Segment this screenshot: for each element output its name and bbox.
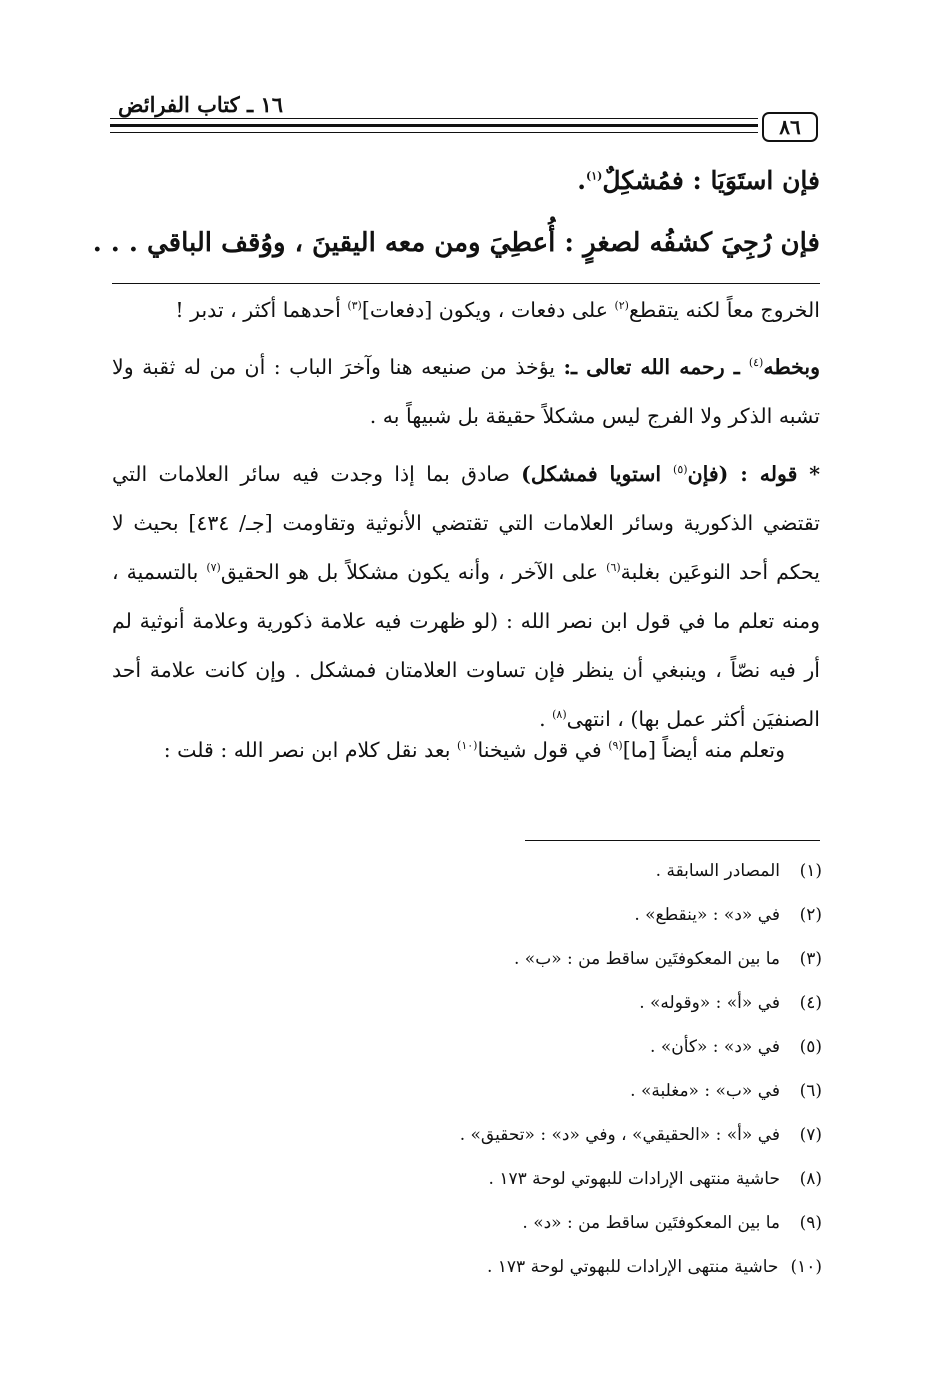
footnote-ref: (٧) <box>206 561 221 575</box>
text-run: بالتسمية ، ومنه تعلم ما في قول ابن نصر الله : (لو ظهرت فيه علامة ذكورية وعلامة أنوثية لم أر فيه نصّاً ، وينبغي أن ينظر فإن تساوت العلامتان فمشكل . وإن كانت علامة أحد الصنفيَن أكثر عمل بها) ، انتهى <box>112 560 820 731</box>
footnote-ref: (١٠) <box>457 739 478 753</box>
text-run: وتعلم منه أيضاً [ما] <box>622 738 785 762</box>
text-run: صادق بما إذا وجدت فيه سائر العلامات التي تقتضي الذكورية وسائر العلامات التي تقتضي الأنوثية وتقاومت [جـ/ ٤٣٤] بحيث لا يحكم أحد النوعَين بغلبة <box>112 462 820 584</box>
footnote-number: (٤) <box>799 993 822 1013</box>
commentary-paragraph-1 <box>112 286 820 335</box>
header-rule-top <box>110 118 758 119</box>
footnote-text: في «أ» : «وقوله» . <box>639 993 780 1013</box>
matn-text: فإن استَوَيَا : فمُشكِلٌ <box>602 166 820 195</box>
footnote-ref: (٦) <box>606 561 621 575</box>
text-run: بعد نقل كلام ابن نصر الله : قلت : <box>163 738 458 762</box>
footnote-item <box>122 1119 822 1163</box>
text-run: على دفعات ، ويكون [دفعات] <box>361 298 615 322</box>
footnote-item <box>122 987 822 1031</box>
footnote-number: (٣) <box>799 949 822 969</box>
footnote-item <box>122 1075 822 1119</box>
page-number-badge <box>762 112 818 142</box>
footnote-text: في «ب» : «مغلبة» . <box>630 1081 780 1101</box>
footnote-item <box>122 855 822 899</box>
commentary-paragraph-4 <box>112 726 785 775</box>
text-run: على الآخر ، وأنه يكون مشكلاً بل هو الحقيق <box>220 560 607 584</box>
footnote-ref: (٣) <box>347 299 362 313</box>
footnote-number: (٩) <box>799 1213 822 1233</box>
footnote-number: (٨) <box>799 1169 822 1189</box>
matn-line-1 <box>577 166 820 195</box>
text-run-bold: * قوله : (فإن <box>687 462 820 486</box>
footnote-item <box>122 1251 822 1295</box>
text-run: الخروج معاً لكنه يتقطع <box>628 298 820 322</box>
footnote-number: (٥) <box>799 1037 822 1057</box>
footnote-text: المصادر السابقة . <box>655 861 780 881</box>
footnote-ref: (١) <box>586 169 603 183</box>
footnote-item <box>122 943 822 987</box>
footnote-item <box>122 1163 822 1207</box>
matn-text-end: . <box>577 166 586 195</box>
footnote-ref: (٨) <box>552 708 567 722</box>
commentary-paragraph-3 <box>112 450 820 744</box>
footnote-text: في «د» : «ينقطع» . <box>634 905 780 925</box>
text-run-bold: استويا فمشكل) <box>521 462 674 486</box>
text-run-bold: ـ رحمه الله تعالى ـ: <box>563 355 749 379</box>
footnote-ref: (٤) <box>748 356 764 370</box>
footnote-item <box>122 899 822 943</box>
footnote-text: ما بين المعكوفتَين ساقط من : «د» . <box>522 1213 780 1233</box>
text-run: يؤخذ من صنيعه هنا وآخرَ الباب : أن من له ثقبة ولا تشبه الذكر ولا الفرج ليس مشكلاً حقيقة بل شبيهاً به . <box>112 355 820 428</box>
footnote-number: (١٠) <box>790 1257 822 1277</box>
footnote-ref: (٢) <box>614 299 629 313</box>
footnote-ref: (٥) <box>673 463 688 477</box>
footnote-text: في «أ» : «الحقيقي» ، وفي «د» : «تحقيق» . <box>459 1125 780 1145</box>
page-number: ٨٦ <box>779 115 801 139</box>
footnote-text: حاشية منتهى الإرادات للبهوتي لوحة ١٧٣ . <box>488 1169 780 1189</box>
footnote-text: حاشية منتهى الإرادات للبهوتي لوحة ١٧٣ . <box>486 1257 779 1277</box>
running-title: ١٦ ـ كتاب الفرائض <box>118 92 283 117</box>
matn-line-2: فإن رُجِيَ كشفُه لصغرٍ : أُعطِيَ ومن معه اليقينَ ، ووُقف الباقي . . . <box>92 228 820 258</box>
footnote-number: (١) <box>799 861 822 881</box>
footnote-item <box>122 1207 822 1251</box>
footnote-number: (٧) <box>799 1125 822 1145</box>
text-run-bold: وبخطه <box>763 355 820 379</box>
text-run: في قول شيخنا <box>477 738 609 762</box>
header-rule-middle <box>110 124 758 127</box>
footnote-separator <box>525 840 820 841</box>
footnote-list <box>122 855 822 1295</box>
matn-separator <box>112 283 820 284</box>
header-rule-bottom <box>110 132 758 133</box>
footnote-text: في «د» : «كأن» . <box>650 1037 780 1057</box>
footnote-text: ما بين المعكوفتَين ساقط من : «ب» . <box>513 949 780 969</box>
footnote-item <box>122 1031 822 1075</box>
footnote-number: (٦) <box>799 1081 822 1101</box>
footnote-ref: (٩) <box>608 739 623 753</box>
text-run: . <box>539 707 553 731</box>
text-run: أحدهما أكثر ، تدبر ! <box>175 298 348 322</box>
commentary-paragraph-2 <box>112 343 820 441</box>
footnote-number: (٢) <box>799 905 822 925</box>
